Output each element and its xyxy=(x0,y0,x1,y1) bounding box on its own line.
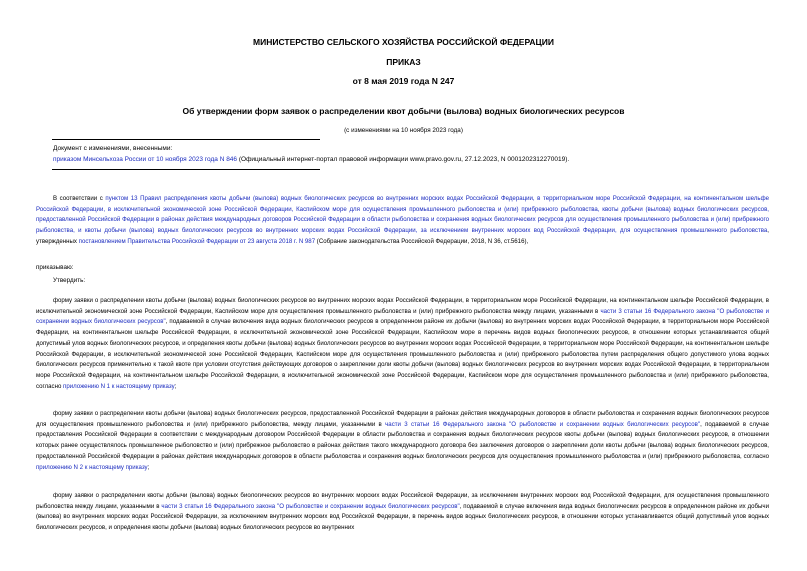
amendments-note: (с изменениями на 10 ноября 2023 года) xyxy=(344,127,463,134)
form-item-2 xyxy=(36,409,769,473)
form-item-3 xyxy=(36,491,769,534)
document-date-number: от 8 мая 2019 года N 247 xyxy=(352,76,455,86)
form-item-1-text-c: ; xyxy=(174,382,177,390)
rules-clause-13-link[interactable]: пунктом 13 Правил распределения квоты добычи (вылова) водных биологических ресурсов во внутренних морских водах Российской Федерации, в территориальном море Российской Федерации, на континентальном шельфе Российской Федерации, в исключительной экономической зоне Российской Федерации, Каспийском море для осуществления промышленного рыболовства и (или) прибрежного рыболовства, квоты добычи (вылова) водных биологических ресурсов, предоставленной Российской Федерации в районах действия международных договоров Российской Федерации в области рыболовства и сохранения водных биологических ресурсов для осуществления промышленного рыболовства и (или) прибрежного рыболовства, и квоты добычи (вылова) водных биологических ресурсов во внутренних морских водах Российской Федерации, за исключением внутренних морских вод Российской Федерации, для осуществления промышленного рыболовства xyxy=(36,195,769,235)
changes-box-intro: Документ с изменениями, внесенными: xyxy=(53,145,173,152)
preamble-text-3: (Собрание законодательства Российской Федерации, 2018, N 36, ст.5616), xyxy=(315,237,529,245)
form-item-1-text-b: , подаваемой в случае включения вида водных биологических ресурсов в определенном районе их добычи (вылова) во внутренних морских водах Российской Федерации, в территориальном море Российской Федерации, на континентальном шельфе Российской Федерации, в исключительной экономической зоне Российской Федерации, Каспийском море в перечень видов водных биологических ресурсов, в отношении которых устанавливается общий допустимый улов водных биологических ресурсов, и определения квоты добычи (вылова) водных биологических ресурсов во внутренних морских водах Российской Федерации, в территориальном море Российской Федерации, на континентальном шельфе Российской Федерации, в исключительной экономической зоне Российской Федерации, Каспийском море для осуществления промышленного рыболовства и (или) прибрежного рыболовства путем распределения общего допустимого улова водных биологических ресурсов применительно к такой квоте при условии отсутствия действующих договоров о закреплении доли квоты добычи (вылова) водных биологических ресурсов во внутренних морских водах Российской Федерации, в территориальном море Российской Федерации, на континентальном шельфе Российской Федерации, в исключительной экономической зоне Российской Федерации, Каспийском море для осуществления промышленного рыболовства и (или) прибрежного рыболовства, согласно xyxy=(36,318,769,390)
changes-box-source-rest: (Официальный интернет-портал правовой информации www.pravo.gov.ru, 27.12.2023, N 0001202312270019). xyxy=(237,156,570,163)
ministry-heading: МИНИСТЕРСТВО СЕЛЬСКОГО ХОЗЯЙСТВА РОССИЙСКОЙ ФЕДЕРАЦИИ xyxy=(253,37,554,47)
amending-order-link[interactable]: приказом Минсельхоза России от 10 ноября 2023 года N 846 xyxy=(53,156,238,163)
changes-box-source xyxy=(53,156,569,163)
form-item-1 xyxy=(36,296,769,392)
document-type-heading: ПРИКАЗ xyxy=(386,57,421,67)
preamble-text-1: В соответствии с xyxy=(53,195,106,202)
preamble-text-2: , утвержденных xyxy=(36,227,769,245)
preamble-paragraph xyxy=(36,194,769,248)
document-title: Об утверждении форм заявок о распределении квот добычи (вылова) водных биологических ресурсов xyxy=(182,106,625,116)
changes-box-top-rule xyxy=(52,139,320,140)
appendix-2-link[interactable]: приложению N 2 к настоящему приказу xyxy=(36,463,148,471)
appendix-1-link[interactable]: приложению N 1 к настоящему приказу xyxy=(63,382,175,390)
federal-law-article-16-link[interactable]: части 3 статьи 16 Федерального закона "О рыболовстве и сохранении водных биологических ресурсов" xyxy=(36,307,769,326)
federal-law-article-16-link[interactable]: части 3 статьи 16 Федерального закона "О рыболовстве и сохранении водных биологических ресурсов" xyxy=(161,502,460,510)
form-item-2-text-b: , подаваемой в случае предоставления Российской Федерации в соответствии с международным договором Российской Федерации в области рыболовства и сохранения водных биологических ресурсов квоты добычи (вылова) водных биологических ресурсов, в отношении которых ранее осуществлялось промышленное рыболовство и (или) прибрежное рыболовство в районах действия такого международного договора без заключения договоров о закреплении доли квоты добычи (вылова) водных биологических ресурсов, предоставленной Российской Федерации в районах действия международных договоров в области рыболовства и сохранения водных биологических ресурсов для осуществления промышленного рыболовства и (или) прибрежного рыболовства, согласно xyxy=(36,420,770,460)
government-resolution-link[interactable]: постановлением Правительства Российской Федерации от 23 августа 2018 г. N 987 xyxy=(78,237,316,245)
form-item-2-text-c: ; xyxy=(147,463,150,471)
form-item-1-text-a: форму заявки о распределении квоты добычи (вылова) водных биологических ресурсов во внутренних морских водах Российской Федерации, в территориальном море Российской Федерации, на континентальном шельфе Российской Федерации, в исключительной экономической зоне Российской Федерации, Каспийском море для осуществления промышленного рыболовства и (или) прибрежного рыболовства между лицами, указанными в xyxy=(36,297,769,315)
federal-law-article-16-link[interactable]: части 3 статьи 16 Федерального закона "О рыболовстве и сохранении водных биологических ресурсов" xyxy=(385,420,701,428)
form-item-3-text-b: , подаваемой в случае включения вида водных биологических ресурсов в определенном районе их добычи (вылова) во внутренних морских водах Российской Федерации, за исключением внутренних морских вод Российской Федерации, в перечень видов водных биологических ресурсов, в отношении которых устанавливается общий допустимый улов водных биологических ресурсов, и определения квоты добычи (вылова) водных биологических ресурсов во внутренних xyxy=(36,502,769,532)
utverdit-text: Утвердить: xyxy=(53,277,86,284)
prikazyvayu-text: приказываю: xyxy=(36,264,74,271)
form-item-3-text-a: форму заявки о распределении квоты добычи (вылова) водных биологических ресурсов во внутренних морских водах Российской Федерации, за исключением внутренних морских вод Российской Федерации, для осуществления промышленного рыболовства между лицами, указанными в xyxy=(36,492,769,510)
form-item-2-text-a: форму заявки о распределении квоты добычи (вылова) водных биологических ресурсов, предоставленной Российской Федерации в районах действия международных договоров в области рыболовства и сохранения водных биологических ресурсов для осуществления промышленного рыболовства и (или) прибрежного рыболовства, между лицами, указанными в xyxy=(36,410,769,428)
changes-box-bottom-rule xyxy=(52,169,320,170)
